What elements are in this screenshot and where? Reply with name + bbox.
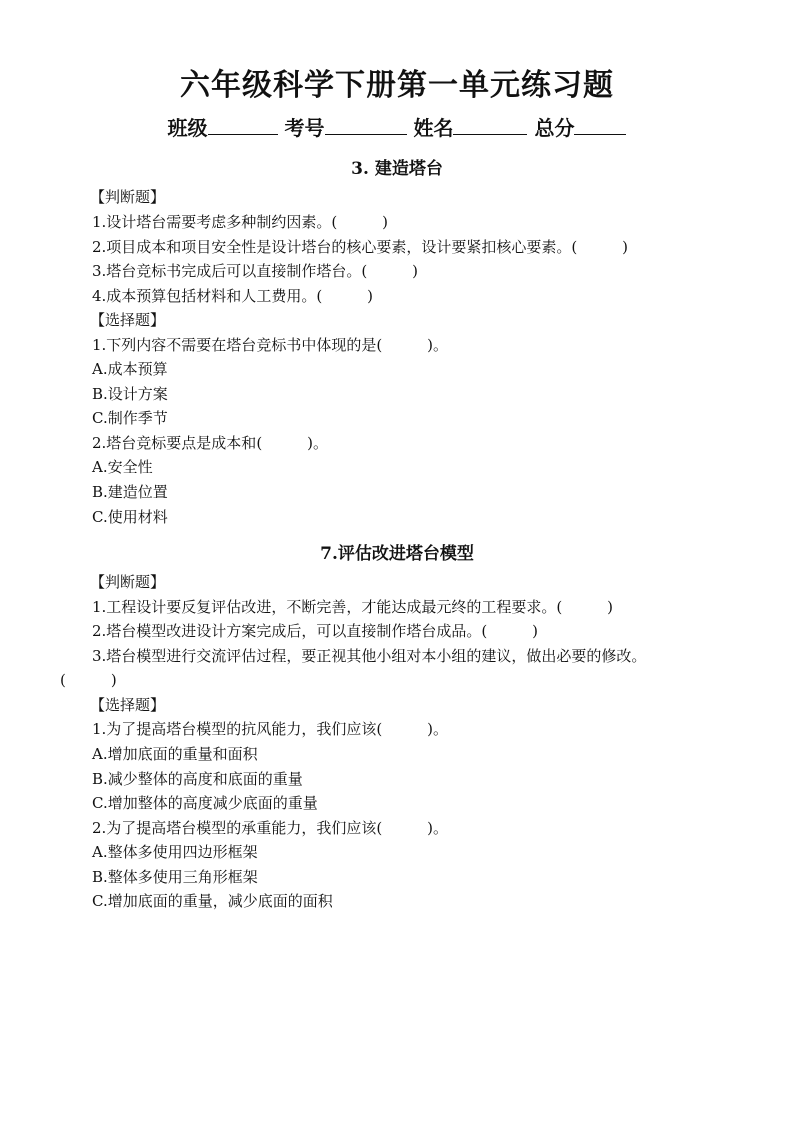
choice-header: 【选择题】 [90,311,166,329]
judge-header: 【判断题】 [90,188,166,206]
option-line: A.整体多使用四边形框架 [92,843,258,861]
exam-no-label: 考号 [284,116,325,140]
option-line: C.增加整体的高度减少底面的重量 [92,794,318,812]
judge-header: 【判断题】 [90,573,166,591]
option-line: B.建造位置 [92,483,168,501]
exam-no-blank [325,116,407,135]
section-heading: 7.评估改进塔台模型 [320,544,474,564]
section-heading: 3. 建造塔台 [351,159,443,179]
question-line: 2.为了提高塔台模型的承重能力，我们应该( )。 [92,819,449,837]
student-info-line [0,112,794,141]
option-line: C.增加底面的重量，减少底面的面积 [92,892,333,910]
question-line: 3.塔台模型进行交流评估过程，要正视其他小组对本小组的建议，做出必要的修改。 [92,647,647,665]
question-line: 1.为了提高塔台模型的抗风能力，我们应该( )。 [92,720,449,738]
score-blank [574,116,626,135]
question-line: 2.塔台模型改进设计方案完成后，可以直接制作塔台成品。( ) [92,622,539,640]
class-blank [208,116,278,135]
question-line: 1.设计塔台需要考虑多种制约因素。( ) [92,213,389,231]
name-blank [453,116,527,135]
option-line: B.整体多使用三角形框架 [92,868,258,886]
option-line: C.使用材料 [92,508,168,526]
question-line: 2.项目成本和项目安全性是设计塔台的核心要素，设计要紧扣核心要素。( ) [92,238,629,256]
choice-header: 【选择题】 [90,696,166,714]
question-line-wrap: ( ) [60,671,117,689]
option-line: A.成本预算 [92,360,168,378]
question-line: 2.塔台竞标要点是成本和( )。 [92,434,329,452]
option-line: C.制作季节 [92,409,168,427]
question-line: 1.工程设计要反复评估改进，不断完善，才能达成最元终的工程要求。( ) [92,598,614,616]
name-label: 姓名 [413,116,454,140]
option-line: B.减少整体的高度和底面的重量 [92,770,303,788]
option-line: A.安全性 [92,458,153,476]
question-line: 1.下列内容不需要在塔台竞标书中体现的是( )。 [92,336,449,354]
question-line: 3.塔台竞标书完成后可以直接制作塔台。( ) [92,262,419,280]
option-line: A.增加底面的重量和面积 [92,745,258,763]
score-label: 总分 [534,116,575,140]
option-line: B.设计方案 [92,385,168,403]
question-line: 4.成本预算包括材料和人工费用。( ) [92,287,374,305]
class-label: 班级 [167,116,208,140]
page-title: 六年级科学下册第一单元练习题 [180,68,614,103]
